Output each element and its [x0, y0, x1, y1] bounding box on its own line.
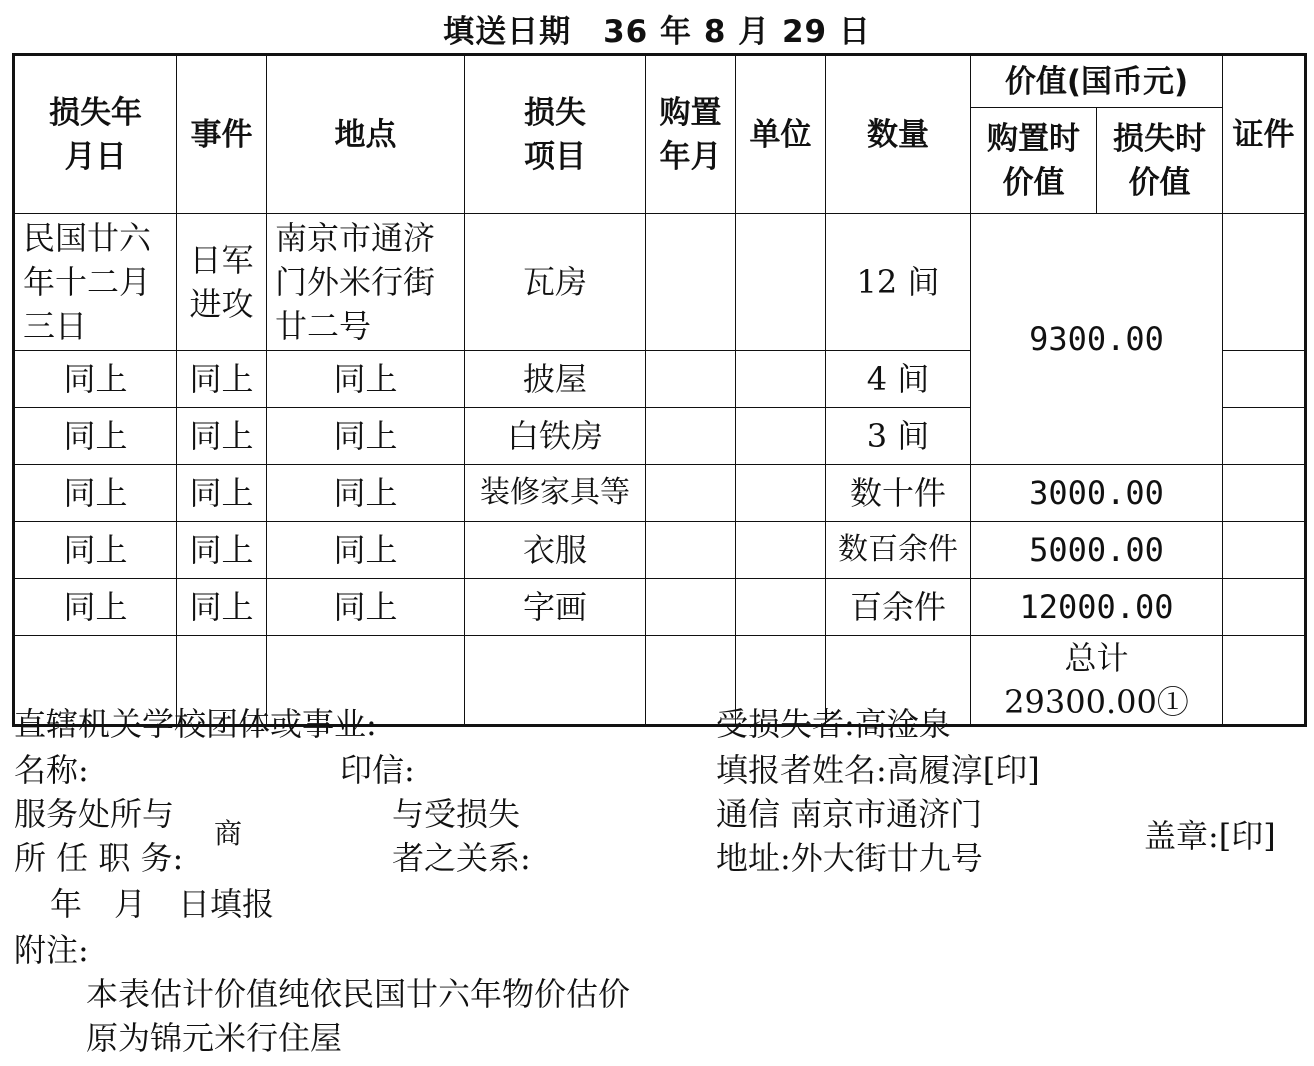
- footer-stamp: 盖章:[印]: [1144, 817, 1276, 855]
- header-value-group: 价值(国币元): [971, 55, 1223, 108]
- cell-quantity: 百余件: [826, 579, 971, 636]
- cell-place: 同上: [267, 465, 465, 522]
- cell-date: 同上: [14, 522, 177, 579]
- cell-date: 民国廿六年十二月三日: [14, 214, 177, 351]
- cell-date: 同上: [14, 465, 177, 522]
- header-loss-date: 损失年 月日: [14, 55, 177, 214]
- cell-item: 衣服: [465, 522, 646, 579]
- cell-unit: [736, 408, 826, 465]
- cell-event: 同上: [177, 351, 267, 408]
- footer-note-label: 附注:: [14, 931, 89, 969]
- footer-service-label-2: 所 任 职 务:: [14, 839, 184, 877]
- cell-total: 总计 29300.00①: [971, 636, 1223, 726]
- cell-unit: [736, 522, 826, 579]
- footer-occupation-value: 商: [214, 817, 243, 850]
- cell-place: 同上: [267, 351, 465, 408]
- cell-place: 同上: [267, 408, 465, 465]
- cell-value: 12000.00: [971, 579, 1223, 636]
- cell-purchase: [646, 408, 736, 465]
- cell-purchase: [646, 465, 736, 522]
- cell-purchase: [646, 214, 736, 351]
- cell-unit: [736, 214, 826, 351]
- header-quantity: 数量: [826, 55, 971, 214]
- cell-proof: [1223, 408, 1306, 465]
- footer-service-label-1: 服务处所与: [14, 795, 175, 833]
- footer-note-line-1: 本表估计价值纯依民国廿六年物价估价: [86, 975, 631, 1013]
- header-item: 损失 项目: [465, 55, 646, 214]
- cell-proof: [1223, 522, 1306, 579]
- cell-quantity: 12 间: [826, 214, 971, 351]
- footer-relation-label-1: 与受损失: [392, 795, 521, 833]
- cell-event: 同上: [177, 465, 267, 522]
- header-purchase-date: 购置 年月: [646, 55, 736, 214]
- cell-unit: [736, 579, 826, 636]
- cell-place: 同上: [267, 522, 465, 579]
- cell-event: 同上: [177, 408, 267, 465]
- cell-place: 南京市通济门外米行街廿二号: [267, 214, 465, 351]
- cell-quantity: 3 间: [826, 408, 971, 465]
- cell-purchase: [646, 351, 736, 408]
- cell-value-merged: 9300.00: [971, 214, 1223, 465]
- cell-value: 3000.00: [971, 465, 1223, 522]
- footer-address-line-1: 通信 南京市通济门: [716, 795, 983, 833]
- footer-address-line-2: 地址:外大街廿九号: [716, 839, 983, 877]
- footer-reporter: 填报者姓名:高履淳[印]: [716, 751, 1040, 789]
- cell-date: 同上: [14, 351, 177, 408]
- empty-cell: [465, 636, 646, 726]
- header-value-loss: 损失时 价值: [1097, 108, 1223, 214]
- header-proof: 证件: [1223, 55, 1306, 214]
- cell-unit: [736, 465, 826, 522]
- table-row: [14, 522, 1306, 579]
- footer-name-label: 名称:: [14, 751, 89, 789]
- table-row: [14, 465, 1306, 522]
- cell-quantity: 4 间: [826, 351, 971, 408]
- cell-item: 白铁房: [465, 408, 646, 465]
- header-event: 事件: [177, 55, 267, 214]
- cell-value: 5000.00: [971, 522, 1223, 579]
- cell-item: 装修家具等: [465, 465, 646, 522]
- cell-date: 同上: [14, 579, 177, 636]
- loss-table: [12, 53, 1307, 727]
- table-row: [14, 214, 1306, 351]
- cell-proof: [1223, 214, 1306, 351]
- footer-org-label: 直辖机关学校团体或事业:: [14, 705, 377, 743]
- cell-quantity: 数十件: [826, 465, 971, 522]
- cell-item: 瓦房: [465, 214, 646, 351]
- cell-date: 同上: [14, 408, 177, 465]
- footer-seal-label: 印信:: [340, 751, 415, 789]
- cell-quantity: 数百余件: [826, 522, 971, 579]
- footer-report-date: 年 月 日填报: [50, 885, 275, 923]
- cell-event: 日军进攻: [177, 214, 267, 351]
- cell-proof: [1223, 351, 1306, 408]
- cell-proof: [1223, 579, 1306, 636]
- cell-unit: [736, 351, 826, 408]
- cell-purchase: [646, 522, 736, 579]
- cell-event: 同上: [177, 579, 267, 636]
- cell-item: 字画: [465, 579, 646, 636]
- cell-item: 披屋: [465, 351, 646, 408]
- footer-note-line-2: 原为锦元米行住屋: [86, 1019, 343, 1057]
- cell-proof: [1223, 465, 1306, 522]
- cell-purchase: [646, 579, 736, 636]
- table-row: [14, 579, 1306, 636]
- header-value-purchase: 购置时 价值: [971, 108, 1097, 214]
- empty-cell: [1223, 636, 1306, 726]
- footer-relation-label-2: 者之关系:: [392, 839, 531, 877]
- header-unit: 单位: [736, 55, 826, 214]
- header-place: 地点: [267, 55, 465, 214]
- footer-victim: 受损失者:高淦泉: [716, 705, 951, 743]
- cell-place: 同上: [267, 579, 465, 636]
- report-date-line: 填送日期 36 年 8 月 29 日: [443, 14, 871, 50]
- cell-event: 同上: [177, 522, 267, 579]
